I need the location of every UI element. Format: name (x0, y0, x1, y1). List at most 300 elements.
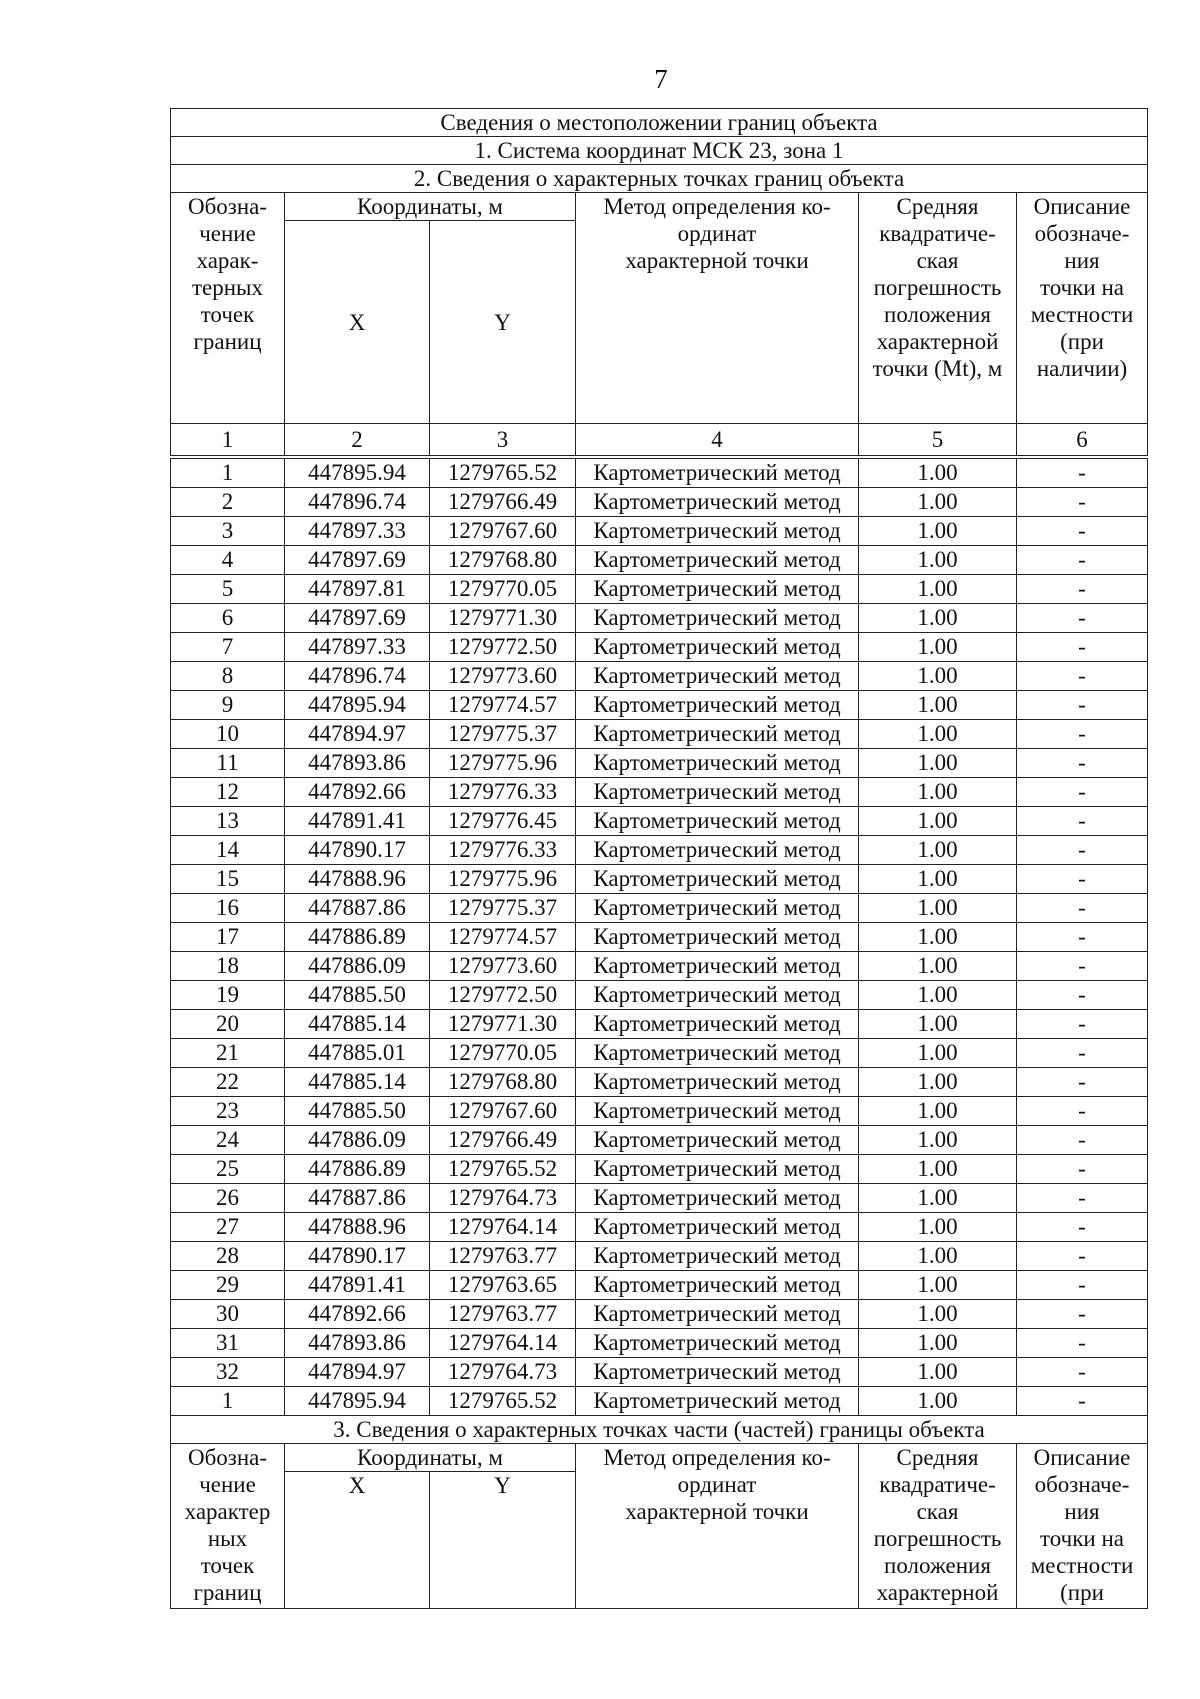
accuracy: 1.00 (859, 1213, 1017, 1242)
coord-y: 1279775.96 (430, 749, 576, 778)
accuracy: 1.00 (859, 1387, 1017, 1416)
coord-y: 1279764.73 (430, 1184, 576, 1213)
coord-x: 447892.66 (285, 778, 430, 807)
description: - (1017, 778, 1148, 807)
coord-x: 447886.89 (285, 1155, 430, 1184)
page-number: 7 (654, 64, 668, 94)
table-row (171, 836, 1148, 865)
method: Картометрический метод (576, 1271, 859, 1300)
coord-y: 1279770.05 (430, 575, 576, 604)
accuracy: 1.00 (859, 807, 1017, 836)
accuracy: 1.00 (859, 952, 1017, 981)
section-part-points-heading: 3. Сведения о характерных точках части (частей) границы объекта (171, 1416, 1148, 1444)
method: Картометрический метод (576, 1242, 859, 1271)
accuracy: 1.00 (859, 488, 1017, 517)
header-line: Средняя (896, 194, 979, 219)
column-number: 2 (285, 424, 430, 456)
table-row (171, 807, 1148, 836)
header-line: границ (193, 329, 262, 354)
method: Картометрический метод (576, 749, 859, 778)
coord-y: 1279772.50 (430, 981, 576, 1010)
coord-x: 447891.41 (285, 807, 430, 836)
coord-x: 447885.50 (285, 1097, 430, 1126)
table-row (171, 1213, 1148, 1242)
coord-x: 447890.17 (285, 836, 430, 865)
method: Картометрический метод (576, 923, 859, 952)
header-line: (при (1060, 1580, 1104, 1605)
header-line: ская (916, 248, 959, 273)
coord-x: 447885.14 (285, 1010, 430, 1039)
point-number: 15 (171, 865, 285, 894)
header3-point-designation (171, 1444, 285, 1609)
description: - (1017, 894, 1148, 923)
table-row (171, 546, 1148, 575)
table-row (171, 894, 1148, 923)
coord-y: 1279775.96 (430, 865, 576, 894)
coord-y: 1279771.30 (430, 1010, 576, 1039)
header-line: погрешность (873, 275, 1002, 300)
header-line: местности (1030, 302, 1134, 327)
header-line: характерной точки (625, 248, 809, 273)
method: Картометрический метод (576, 517, 859, 546)
point-number: 19 (171, 981, 285, 1010)
header-point-designation (171, 193, 285, 424)
point-number: 14 (171, 836, 285, 865)
section-coordinate-system: 1. Система координат МСК 23, зона 1 (171, 137, 1148, 165)
header-line: Обозна- (187, 1445, 268, 1470)
coord-y: 1279766.49 (430, 1126, 576, 1155)
coord-y: 1279775.37 (430, 894, 576, 923)
description: - (1017, 1097, 1148, 1126)
header-line: положения (884, 302, 991, 327)
header-line: положения (884, 1553, 991, 1578)
description: - (1017, 1387, 1148, 1416)
point-number: 26 (171, 1184, 285, 1213)
header3-accuracy (859, 1444, 1017, 1609)
point-number: 8 (171, 662, 285, 691)
point-number: 16 (171, 894, 285, 923)
description: - (1017, 459, 1148, 488)
header3-y: Y (430, 1472, 576, 1609)
point-number: 31 (171, 1329, 285, 1358)
table-row (171, 691, 1148, 720)
accuracy: 1.00 (859, 836, 1017, 865)
header-line: Описание (1033, 1445, 1131, 1470)
coord-y: 1279776.45 (430, 807, 576, 836)
description: - (1017, 1010, 1148, 1039)
coord-y: 1279767.60 (430, 517, 576, 546)
header-line: ординат (677, 221, 757, 246)
point-number: 29 (171, 1271, 285, 1300)
coord-y: 1279767.60 (430, 1097, 576, 1126)
header-method (576, 193, 859, 424)
accuracy: 1.00 (859, 633, 1017, 662)
accuracy: 1.00 (859, 517, 1017, 546)
boundary-table (170, 108, 1148, 1609)
header-line: погрешность (873, 1526, 1002, 1551)
table-row (171, 1068, 1148, 1097)
coord-x: 447894.97 (285, 720, 430, 749)
accuracy: 1.00 (859, 604, 1017, 633)
accuracy: 1.00 (859, 1329, 1017, 1358)
header-line: обозначе- (1034, 221, 1130, 246)
table-row (171, 749, 1148, 778)
coord-y: 1279772.50 (430, 633, 576, 662)
table-row (171, 1358, 1148, 1387)
coord-x: 447890.17 (285, 1242, 430, 1271)
header-line: Средняя (896, 1445, 979, 1470)
coord-y: 1279775.37 (430, 720, 576, 749)
header-line: ния (1064, 248, 1100, 273)
description: - (1017, 575, 1148, 604)
method: Картометрический метод (576, 981, 859, 1010)
accuracy: 1.00 (859, 1300, 1017, 1329)
method: Картометрический метод (576, 459, 859, 488)
coord-x: 447896.74 (285, 662, 430, 691)
method: Картометрический метод (576, 546, 859, 575)
description: - (1017, 749, 1148, 778)
header-line: терных (191, 275, 264, 300)
header3-method (576, 1444, 859, 1609)
description: - (1017, 691, 1148, 720)
accuracy: 1.00 (859, 1097, 1017, 1126)
header-line: обозначе- (1034, 1472, 1130, 1497)
method: Картометрический метод (576, 1184, 859, 1213)
point-number: 32 (171, 1358, 285, 1387)
header-line: ская (916, 1499, 959, 1524)
header-line: местности (1030, 1553, 1134, 1578)
point-number: 23 (171, 1097, 285, 1126)
accuracy: 1.00 (859, 546, 1017, 575)
header-line: характер (184, 1499, 271, 1524)
table-row (171, 865, 1148, 894)
method: Картометрический метод (576, 633, 859, 662)
table-row (171, 981, 1148, 1010)
accuracy: 1.00 (859, 720, 1017, 749)
description: - (1017, 923, 1148, 952)
header-line: Метод определения ко- (603, 1445, 831, 1470)
coord-x: 447895.94 (285, 691, 430, 720)
table-row (171, 662, 1148, 691)
description: - (1017, 1213, 1148, 1242)
point-number: 4 (171, 546, 285, 575)
point-number: 10 (171, 720, 285, 749)
section-points-heading: 2. Сведения о характерных точках границ объекта (171, 165, 1148, 193)
point-number: 13 (171, 807, 285, 836)
header3-coordinates: Координаты, м (285, 1444, 576, 1472)
coord-y: 1279764.14 (430, 1329, 576, 1358)
header-description (1017, 193, 1148, 424)
coord-y: 1279771.30 (430, 604, 576, 633)
description: - (1017, 1329, 1148, 1358)
description: - (1017, 865, 1148, 894)
description: - (1017, 488, 1148, 517)
table-row (171, 1126, 1148, 1155)
coord-y: 1279773.60 (430, 952, 576, 981)
table-row (171, 488, 1148, 517)
header-line: наличии) (1036, 356, 1128, 381)
header-line: квадратиче- (879, 1472, 996, 1497)
coord-x: 447887.86 (285, 1184, 430, 1213)
coord-x: 447888.96 (285, 1213, 430, 1242)
header3-x: X (285, 1472, 430, 1609)
point-number: 6 (171, 604, 285, 633)
point-number: 11 (171, 749, 285, 778)
point-number: 24 (171, 1126, 285, 1155)
point-number: 7 (171, 633, 285, 662)
coord-x: 447896.74 (285, 488, 430, 517)
header-line: Обозна- (187, 194, 268, 219)
table-row (171, 1039, 1148, 1068)
point-number: 27 (171, 1213, 285, 1242)
accuracy: 1.00 (859, 1068, 1017, 1097)
header-y: Y (430, 221, 576, 424)
coord-y: 1279770.05 (430, 1039, 576, 1068)
accuracy: 1.00 (859, 1358, 1017, 1387)
method: Картометрический метод (576, 1329, 859, 1358)
method: Картометрический метод (576, 691, 859, 720)
coord-x: 447897.69 (285, 546, 430, 575)
table-row (171, 1097, 1148, 1126)
accuracy: 1.00 (859, 691, 1017, 720)
coord-x: 447897.81 (285, 575, 430, 604)
method: Картометрический метод (576, 1358, 859, 1387)
accuracy: 1.00 (859, 923, 1017, 952)
coord-x: 447897.33 (285, 633, 430, 662)
coord-y: 1279765.52 (430, 1155, 576, 1184)
coord-x: 447886.09 (285, 952, 430, 981)
point-number: 20 (171, 1010, 285, 1039)
column-number-row (171, 424, 1148, 456)
coord-y: 1279774.57 (430, 691, 576, 720)
method: Картометрический метод (576, 1010, 859, 1039)
coord-x: 447893.86 (285, 749, 430, 778)
table-row (171, 923, 1148, 952)
method: Картометрический метод (576, 836, 859, 865)
column-number: 1 (171, 424, 285, 456)
coord-y: 1279766.49 (430, 488, 576, 517)
coord-x: 447888.96 (285, 865, 430, 894)
coord-y: 1279763.77 (430, 1300, 576, 1329)
coord-x: 447895.94 (285, 459, 430, 488)
method: Картометрический метод (576, 778, 859, 807)
point-number: 21 (171, 1039, 285, 1068)
accuracy: 1.00 (859, 575, 1017, 604)
method: Картометрический метод (576, 604, 859, 633)
header-line: характерной точки (625, 1499, 809, 1524)
header-line: точек (200, 302, 255, 327)
coord-y: 1279765.52 (430, 1387, 576, 1416)
coord-y: 1279764.73 (430, 1358, 576, 1387)
coord-x: 447897.33 (285, 517, 430, 546)
method: Картометрический метод (576, 1155, 859, 1184)
coord-y: 1279768.80 (430, 546, 576, 575)
description: - (1017, 604, 1148, 633)
description: - (1017, 1242, 1148, 1271)
table-row (171, 459, 1148, 488)
accuracy: 1.00 (859, 1010, 1017, 1039)
header-line: точки (Mt), м (872, 356, 1003, 381)
accuracy: 1.00 (859, 1155, 1017, 1184)
description: - (1017, 1068, 1148, 1097)
column-number: 6 (1017, 424, 1148, 456)
method: Картометрический метод (576, 1300, 859, 1329)
header-line: ных (207, 1526, 248, 1551)
coord-y: 1279773.60 (430, 662, 576, 691)
table-row (171, 1184, 1148, 1213)
point-number: 30 (171, 1300, 285, 1329)
method: Картометрический метод (576, 488, 859, 517)
coord-y: 1279774.57 (430, 923, 576, 952)
header-line: (при (1060, 329, 1104, 354)
method: Картометрический метод (576, 1387, 859, 1416)
table-row (171, 1300, 1148, 1329)
accuracy: 1.00 (859, 1184, 1017, 1213)
table-row (171, 575, 1148, 604)
header-line: харак- (196, 248, 259, 273)
point-number: 28 (171, 1242, 285, 1271)
header-line: ния (1064, 1499, 1100, 1524)
point-number: 22 (171, 1068, 285, 1097)
point-number: 5 (171, 575, 285, 604)
coord-y: 1279768.80 (430, 1068, 576, 1097)
description: - (1017, 546, 1148, 575)
coord-x: 447885.14 (285, 1068, 430, 1097)
coord-x: 447893.86 (285, 1329, 430, 1358)
coord-x: 447885.50 (285, 981, 430, 1010)
method: Картометрический метод (576, 662, 859, 691)
point-number: 1 (171, 1387, 285, 1416)
column-number: 4 (576, 424, 859, 456)
description: - (1017, 1271, 1148, 1300)
point-number: 3 (171, 517, 285, 546)
point-number: 18 (171, 952, 285, 981)
table-row (171, 778, 1148, 807)
method: Картометрический метод (576, 1097, 859, 1126)
header-line: Метод определения ко- (603, 194, 831, 219)
description: - (1017, 1300, 1148, 1329)
coord-x: 447886.09 (285, 1126, 430, 1155)
point-number: 17 (171, 923, 285, 952)
table-row (171, 1155, 1148, 1184)
table-row (171, 952, 1148, 981)
description: - (1017, 807, 1148, 836)
header-accuracy (859, 193, 1017, 424)
description: - (1017, 662, 1148, 691)
table-title: Сведения о местоположении границ объекта (171, 109, 1148, 137)
column-number: 3 (430, 424, 576, 456)
point-number: 1 (171, 459, 285, 488)
header-line: характерной (876, 1580, 999, 1605)
header-coordinates: Координаты, м (285, 193, 576, 221)
header-line: точки на (1040, 275, 1124, 300)
accuracy: 1.00 (859, 1242, 1017, 1271)
coord-x: 447895.94 (285, 1387, 430, 1416)
method: Картометрический метод (576, 1213, 859, 1242)
table-row (171, 1329, 1148, 1358)
description: - (1017, 981, 1148, 1010)
description: - (1017, 1358, 1148, 1387)
header3-description (1017, 1444, 1148, 1609)
description: - (1017, 1039, 1148, 1068)
table-row (171, 720, 1148, 749)
coord-x: 447897.69 (285, 604, 430, 633)
method: Картометрический метод (576, 865, 859, 894)
point-number: 25 (171, 1155, 285, 1184)
column-number: 5 (859, 424, 1017, 456)
table-row (171, 633, 1148, 662)
description: - (1017, 517, 1148, 546)
header-x: X (285, 221, 430, 424)
accuracy: 1.00 (859, 662, 1017, 691)
table-row (171, 1242, 1148, 1271)
header-line: Описание (1033, 194, 1131, 219)
accuracy: 1.00 (859, 981, 1017, 1010)
coord-y: 1279776.33 (430, 836, 576, 865)
coord-y: 1279763.65 (430, 1271, 576, 1300)
description: - (1017, 1184, 1148, 1213)
coord-x: 447887.86 (285, 894, 430, 923)
header-line: ординат (677, 1472, 757, 1497)
description: - (1017, 1126, 1148, 1155)
method: Картометрический метод (576, 1068, 859, 1097)
description: - (1017, 633, 1148, 662)
coord-y: 1279776.33 (430, 778, 576, 807)
description: - (1017, 952, 1148, 981)
description: - (1017, 720, 1148, 749)
point-number: 9 (171, 691, 285, 720)
method: Картометрический метод (576, 894, 859, 923)
accuracy: 1.00 (859, 778, 1017, 807)
accuracy: 1.00 (859, 459, 1017, 488)
header-line: точки на (1040, 1526, 1124, 1551)
header-line: точек (200, 1553, 255, 1578)
method: Картометрический метод (576, 1039, 859, 1068)
method: Картометрический метод (576, 1126, 859, 1155)
header-line: квадратиче- (879, 221, 996, 246)
table-row (171, 517, 1148, 546)
header-line: характерной (876, 329, 999, 354)
coord-x: 447891.41 (285, 1271, 430, 1300)
table-row (171, 604, 1148, 633)
coord-y: 1279763.77 (430, 1242, 576, 1271)
header-line: чение (199, 1472, 256, 1497)
point-number: 12 (171, 778, 285, 807)
accuracy: 1.00 (859, 1271, 1017, 1300)
header-line: чение (199, 221, 256, 246)
accuracy: 1.00 (859, 1126, 1017, 1155)
accuracy: 1.00 (859, 865, 1017, 894)
method: Картометрический метод (576, 952, 859, 981)
coord-x: 447892.66 (285, 1300, 430, 1329)
method: Картометрический метод (576, 720, 859, 749)
method: Картометрический метод (576, 575, 859, 604)
description: - (1017, 1155, 1148, 1184)
coord-x: 447894.97 (285, 1358, 430, 1387)
table-row (171, 1387, 1148, 1416)
table-row (171, 1010, 1148, 1039)
method: Картометрический метод (576, 807, 859, 836)
coord-x: 447885.01 (285, 1039, 430, 1068)
header-line: границ (193, 1580, 262, 1605)
coord-y: 1279764.14 (430, 1213, 576, 1242)
accuracy: 1.00 (859, 749, 1017, 778)
description: - (1017, 836, 1148, 865)
accuracy: 1.00 (859, 894, 1017, 923)
accuracy: 1.00 (859, 1039, 1017, 1068)
point-number: 2 (171, 488, 285, 517)
coord-y: 1279765.52 (430, 459, 576, 488)
